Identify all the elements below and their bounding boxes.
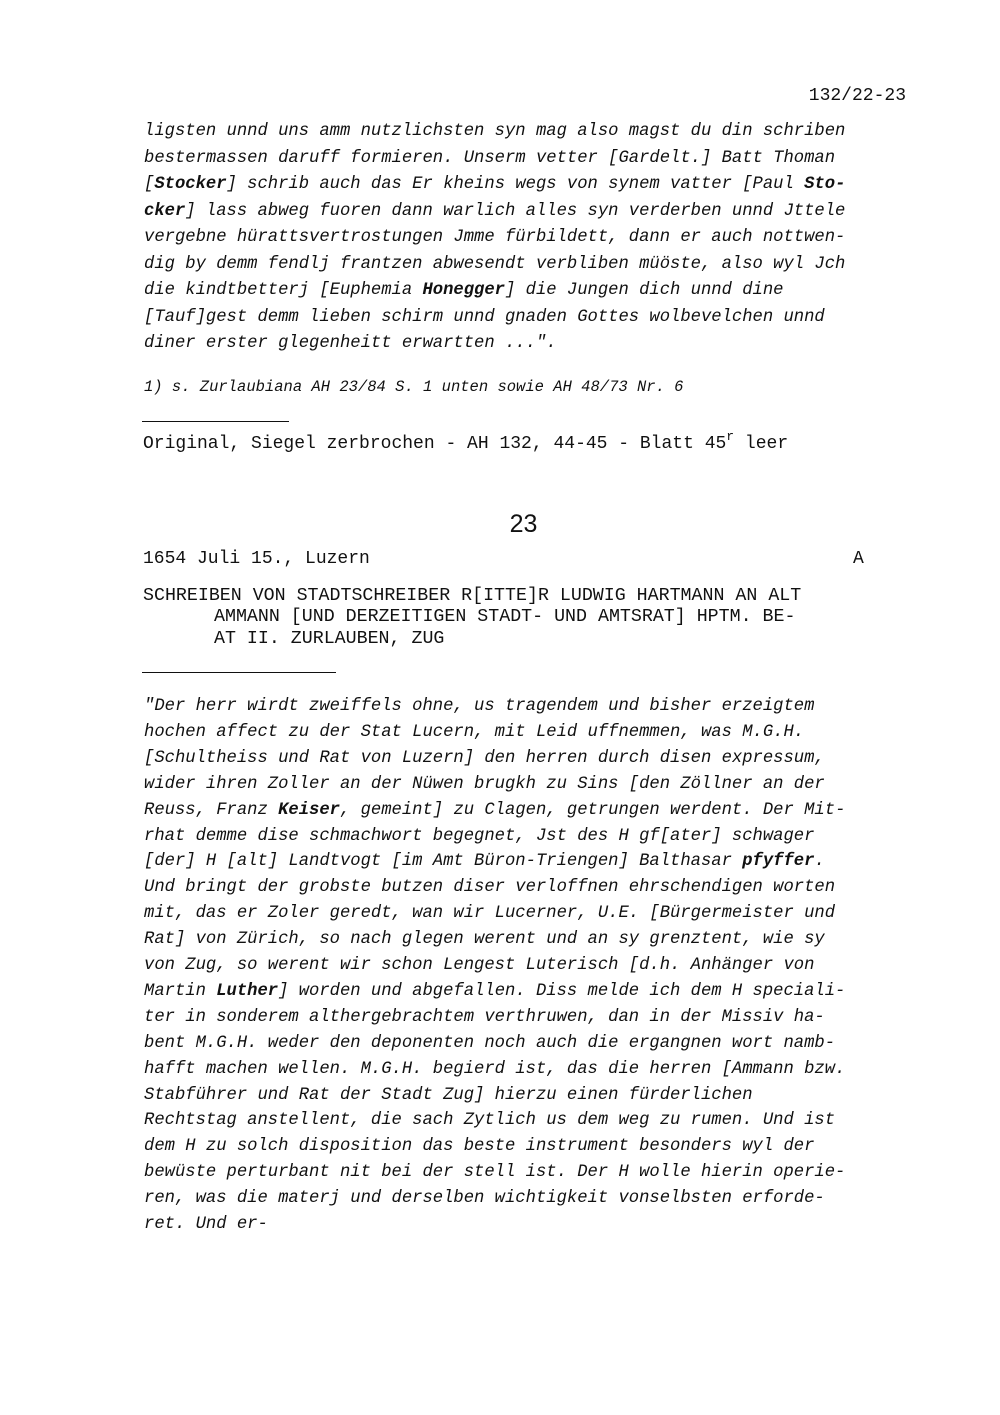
top-text-line (144, 175, 845, 194)
footnote-separator-rule (142, 421, 289, 422)
text-segment: "Der herr wirdt zweiffels ohne, us tragendem und bisher erzeigtem (144, 697, 815, 716)
document-grade: A (853, 549, 864, 569)
text-segment: Stabführer und Rat der Stadt Zug] hierzu einen fürderlichen (144, 1085, 753, 1105)
top-text-line (144, 281, 783, 300)
source-note-superscript: r (726, 429, 735, 444)
source-note-tail: leer (734, 434, 789, 454)
top-text-line (144, 122, 845, 141)
top-text-line (144, 228, 845, 247)
text-segment: hochen affect zu der Stat Lucern, mit Leid uffnemmen, was M.G.H. (144, 722, 805, 742)
body-text-line (144, 982, 845, 1001)
body-text-line (144, 904, 835, 923)
body-text-line (144, 827, 814, 846)
body-text-line (144, 1163, 845, 1182)
text-segment: Reuss, Franz (144, 800, 279, 820)
text-segment: bent M.G.H. weder den deponenten noch auch die ergangnen wort namb- (144, 1033, 836, 1053)
person-name: Stocker (154, 175, 227, 194)
body-text-line (144, 1189, 825, 1208)
body-text-line (144, 1034, 835, 1053)
person-name: pfyffer (742, 852, 815, 872)
text-segment: [ (144, 175, 155, 194)
body-text-line (144, 749, 825, 768)
document-heading-line-1: SCHREIBEN VON STADTSCHREIBER R[ITTE]R LUDWIG HARTMANN AN ALT (143, 586, 802, 606)
text-segment: [der] H [alt] Landtvogt [im Amt Büron-Triengen] Balthasar (144, 852, 743, 872)
text-segment: Rechtstag anstellent, die sach Zytlich us dem weg zu rumen. Und ist (144, 1111, 836, 1131)
text-segment: ligsten unnd uns amm nutzlichsten syn mag also magst du din schriben (144, 122, 846, 141)
text-segment: bewüste perturbant nit bei der stell ist. Der H wolle hierin operie- (144, 1163, 846, 1183)
body-text-line (144, 723, 804, 742)
text-segment: die kindtbetterj [Euphemia (144, 281, 423, 300)
text-segment: . (814, 852, 825, 872)
top-text-line (144, 308, 825, 327)
document-number: 23 (509, 510, 538, 538)
text-segment: wider ihren Zoller an der Nüwen brugkh zu Sins [den Zöllner an der (144, 774, 825, 794)
document-date-place: 1654 Juli 15., Luzern (143, 549, 370, 569)
heading-separator-rule (142, 672, 336, 673)
text-segment: mit, das er Zoler geredt, wan wir Lucerner, U.E. [Bürgermeister und (144, 904, 836, 924)
person-name: Keiser (278, 800, 340, 820)
body-text-line (144, 1137, 814, 1156)
person-name: Honegger (422, 281, 505, 300)
person-name: cker (144, 201, 186, 221)
text-segment: dig by demm fendlj frantzen abwesendt verbliben müöste, also wyl Jch (144, 254, 846, 274)
text-segment: ] schrib auch das Er kheins wegs von synem vatter [Paul (226, 175, 805, 194)
text-segment: rhat demme dise schmachwort begegnet, Jst des H gf[ater] schwager (144, 826, 815, 846)
top-text-line (144, 149, 835, 168)
body-text-line (144, 930, 825, 949)
person-name: Sto- (804, 175, 846, 194)
text-segment: ] lass abweg fuoren dann warlich alles syn verderben unnd Jttele (185, 201, 846, 221)
body-text-line (144, 956, 814, 975)
top-text-line (144, 334, 557, 353)
document-heading-line-3: AT II. ZURLAUBEN, ZUG (214, 629, 445, 649)
text-segment: ] worden und abgefallen. Diss melde ich dem H speciali- (278, 981, 846, 1001)
text-segment: , gemeint] zu Clagen, getrungen werdent. Der Mit- (339, 800, 846, 820)
text-segment: Und bringt der grobste butzen diser verloffnen ehrschendigen worten (144, 878, 836, 898)
text-segment: [Schultheiss und Rat von Luzern] den herren durch disen expressum, (144, 748, 825, 768)
text-segment: Rat] von Zürich, so nach glegen werent und an sy grenztent, wie sy (144, 930, 825, 950)
body-text-line (144, 801, 845, 820)
body-text-line (144, 1060, 845, 1079)
person-name: Luther (216, 981, 279, 1001)
body-text-line (144, 878, 835, 897)
source-note (143, 429, 789, 454)
text-segment: ] die Jungen dich unnd dine (505, 281, 784, 300)
text-segment: ret. Und er- (144, 1215, 268, 1234)
footnote: 1) s. Zurlaubiana AH 23/84 S. 1 unten sowie AH 48/73 Nr. 6 (144, 378, 684, 396)
source-note-text: Original, Siegel zerbrochen - AH 132, 44-45 - Blatt 45 (143, 434, 727, 454)
text-segment: ter in sonderem althergebrachtem verthruwen, dan in der Missiv ha- (144, 1007, 825, 1027)
text-segment: ren, was die materj und derselben wichtigkeit vonselbsten erforde- (144, 1189, 825, 1209)
body-text-line (144, 775, 825, 794)
text-segment: von Zug, so werent wir schon Lengest Luterisch [d.h. Anhänger von (144, 956, 815, 975)
body-text-line (144, 1008, 825, 1027)
text-segment: vergebne hürattsvertrostungen Jmme fürbildett, dann er auch nottwen- (144, 228, 846, 247)
body-text-line (144, 1086, 753, 1105)
text-segment: dem H zu solch disposition das beste instrument besonders wyl der (144, 1137, 815, 1157)
body-text-line (144, 1215, 268, 1234)
text-segment: hafft machen wellen. M.G.H. begierd ist, das die herren [Ammann bzw. (144, 1059, 846, 1079)
top-text-line (144, 202, 845, 221)
body-text-line (144, 1111, 835, 1130)
body-text-line (144, 697, 814, 716)
top-text-line (144, 255, 845, 274)
page-number: 132/22-23 (808, 86, 906, 106)
text-segment: [Tauf]gest demm lieben schirm unnd gnaden Gottes wolbevelchen unnd (144, 307, 825, 327)
text-segment: diner erster glegenheitt erwartten ...". (144, 334, 557, 353)
text-segment: bestermassen daruff formieren. Unserm vetter [Gardelt.] Batt Thoman (144, 148, 836, 168)
body-text-line (144, 852, 825, 871)
text-segment: Martin (144, 981, 217, 1001)
document-heading-line-2: AMMANN [UND DERZEITIGEN STADT- UND AMTSRAT] HPTM. BE- (214, 607, 796, 627)
